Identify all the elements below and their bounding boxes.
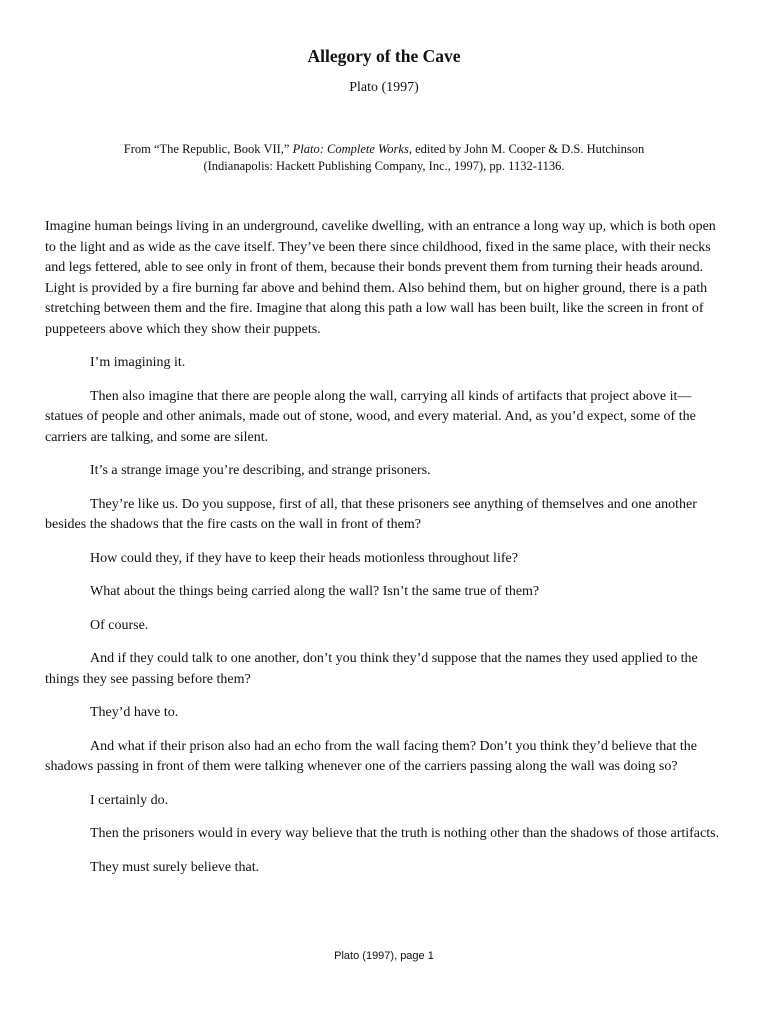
paragraph: They’re like us. Do you suppose, first of all, that these prisoners see anything of themselves and one another besides the shadows that the fire casts on the wall in front of them?: [45, 496, 697, 532]
paragraph: Imagine human beings living in an underground, cavelike dwelling, with an entrance a long way up, which is both open to the light and as wide as the cave itself. They’ve been there since childhood, fixed in the same place, with their necks and legs fettered, able to see only in front of them, because their bonds prevent them from turning their heads around. Light is provided by a fire burning far above and behind them. Also behind them, but on higher ground, there is a path stretching between them and the fire. Imagine that along this path a low wall has been built, like the screen in front of puppeteers above which they show their puppets.: [45, 219, 716, 337]
page-title: Allegory of the Cave: [307, 46, 461, 66]
source-work: Plato: Complete Works: [292, 142, 409, 156]
paragraph: Then the prisoners would in every way believe that the truth is nothing other than the shadows of those artifacts.: [90, 826, 720, 841]
paragraph: It’s a strange image you’re describing, and strange prisoners.: [90, 463, 431, 478]
paragraph: And if they could talk to one another, don’t you think they’d suppose that the names they used applied to the things they see passing before them?: [45, 651, 698, 687]
source-prefix: From “The Republic, Book VII,”: [123, 142, 293, 156]
page-footer: Plato (1997), page 1: [334, 950, 434, 962]
author-subtitle: Plato (1997): [349, 80, 419, 95]
paragraph: I’m imagining it.: [90, 355, 186, 370]
source-line-1: [0, 141, 768, 158]
paragraph: And what if their prison also had an echo from the wall facing them? Don’t you think they’d believe that the shadows passing in front of them were talking whenever one of the carriers passing along the wall was doing so?: [45, 738, 698, 774]
paragraph: Of course.: [90, 617, 149, 633]
source-suffix: , edited by John M. Cooper & D.S. Hutchinson: [408, 142, 645, 156]
document-body: [45, 217, 725, 891]
source-citation: [0, 141, 768, 175]
paragraph: How could they, if they have to keep their heads motionless throughout life?: [90, 550, 518, 566]
paragraph: They must surely believe that.: [90, 859, 260, 875]
paragraph: They’d have to.: [90, 705, 179, 720]
paragraph: What about the things being carried along the wall? Isn’t the same true of them?: [90, 584, 540, 599]
paragraph: I certainly do.: [90, 792, 169, 808]
source-line-2: (Indianapolis: Hackett Publishing Company, Inc., 1997), pp. 1132-1136.: [203, 159, 565, 173]
paragraph: Then also imagine that there are people along the wall, carrying all kinds of artifacts that project above it—statues of people and other animals, made out of stone, wood, and every material. And, as you’d expect, some of the carriers are talking, and some are silent.: [45, 388, 696, 445]
